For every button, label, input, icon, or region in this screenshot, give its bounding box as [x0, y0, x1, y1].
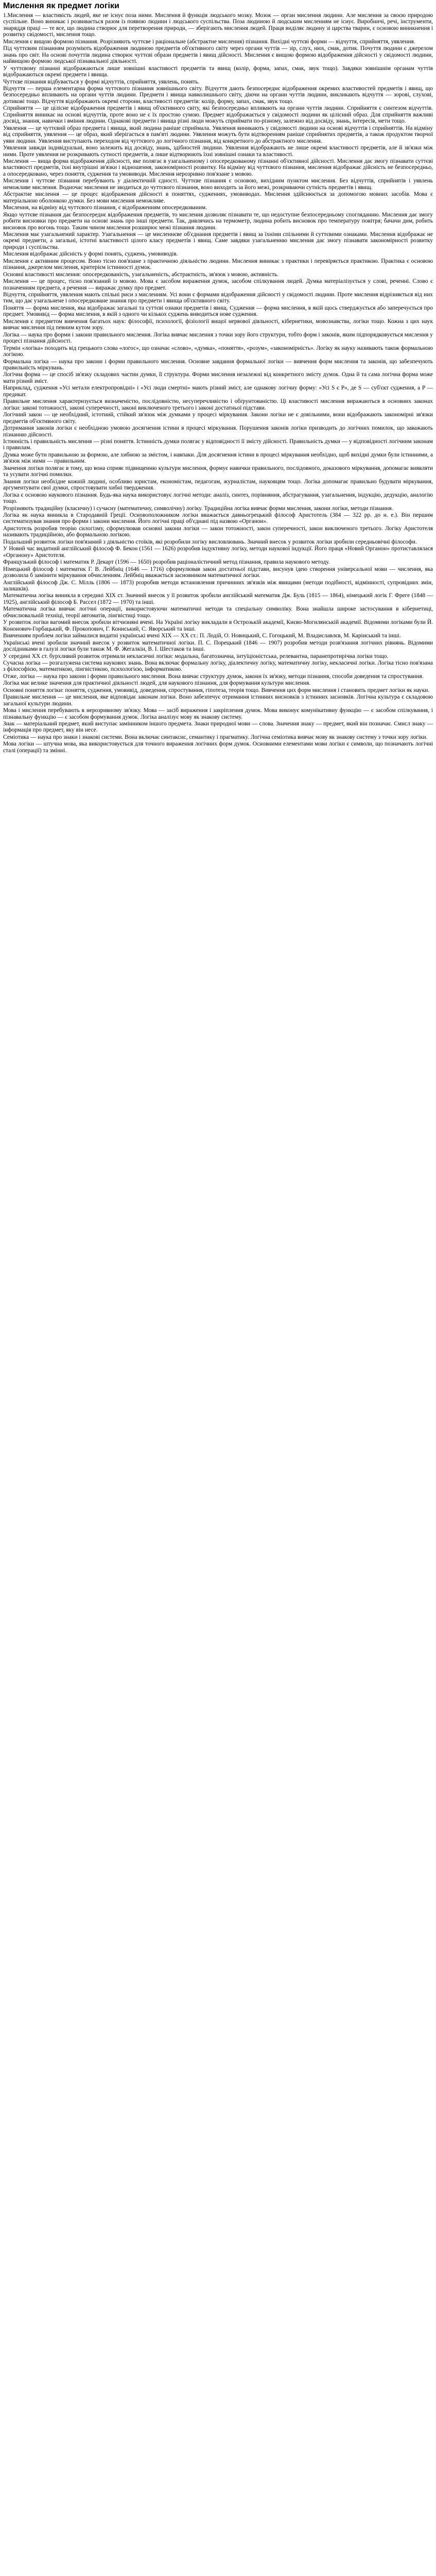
paragraph: У розвиток логіки вагомий внесок зробили вітчизняні вчені. На Україні логіку викладали в Острозькій академії, Києво-Могилянській академії. Відомими логіками були Й. Кононович-Горбацький, Ф. Прокопович, Г. Кониський, С. Яворський та інші. [3, 619, 433, 632]
paragraph: У чуттєвому пізнанні відображаються лише зовнішні властивості предметів та явищ (колір, форма, запах, смак, звук тощо). Завдяки зовнішнім органам чуттів відображаються окремі предмети і явища. [3, 65, 433, 78]
paragraph: Логіка має велике значення для практичної діяльності людей, для наукового пізнання, для формування культури мислення. [3, 680, 311, 687]
page-title: Мислення як предмет логіки [3, 2, 119, 10]
paragraph: Якщо чуттєве пізнання дає безпосереднє відображення предметів, то мислення дозволяє пізнавати те, що недоступне безпосередньому спогляданню. Мислення дає змогу робити висновки про предмети на основі знань про інші предмети. Так, дивлячись на термометр, людина робить висновок про температуру повітря; бачачи дим, робить висновок про вогонь тощо. Таким чином мислення розширює межі пізнання людини. [3, 211, 433, 231]
document-body [3, 12, 433, 754]
paragraph: Розрізняють традиційну (класичну) і сучасну (математичну, символічну) логіку. Традиційна логіка вивчає форми мислення, закони логіки, методи пізнання. [3, 505, 393, 512]
paragraph: Відчуття — перша елементарна форма чуттєвого пізнання зовнішнього світу. Відчуття дають безпосереднє відображення окремих властивостей предметів і явищ, що безпосередньо впливають на органи чуттів людини. Предмети і явища навколишнього світу, діючи на органи чуттів людини, викликають відчуття — зорові, слухові, дотикові тощо. Відчуття відображають окремі сторони, властивості предметів: колір, форму, запах, смак, звук тощо. [3, 85, 433, 105]
paragraph: Логіка як наука виникла в Стародавній Греції. Основоположником логіки вважається давньогрецький філософ Аристотель (384 — 322 рр. до н. е.). Він першим систематизував знання про форми і закони мислення. Його логічні праці об'єднані під назвою «Органон». [3, 512, 433, 525]
paragraph: Мислення є предметом вивчення багатьох наук: філософії, психології, фізіології вищої нервової діяльності, кібернетики, мовознавства, логіки тощо. Кожна з цих наук вивчає мислення під певним кутом зору. [3, 318, 433, 331]
paragraph: Істинність і правильність мислення — різні поняття. Істинність думки полягає у відповідності її змісту дійсності. Правильність думки — у відповідності логічним законам і правилам. [3, 438, 433, 451]
paragraph: Сучасна логіка — розгалужена система наукових знань. Вона включає формальну логіку, діалектичну логіку, математичну логіку, некласичні логіки. Логіка тісно пов'язана з філософією, математикою, лінгвістикою, психологією, інформатикою. [3, 659, 433, 673]
paragraph: Уявлення завжди індивідуальні, воно залежить від досвіду, знань, здібностей людини. Уявлення відображають не лише окремі властивості предметів, але й зв'язки між ними. Проте уявлення не розкривають сутності предметів, а лише відтворюють їхні зовнішні ознаки та властивості. [3, 145, 433, 158]
paragraph: Думка може бути правильною за формою, але хибною за змістом, і навпаки. Для досягнення істини в процесі міркування необхідно, щоб вихідні думки були істинними, а зв'язок між ними — правильним. [3, 451, 433, 465]
paragraph: Вивченням проблем логіки займалися видатні українські вчені XIX — XX ст.: П. Лодій, О. Новицький, С. Гогоцький, М. Владиславлєв, М. Карінський та інші. [3, 633, 401, 639]
paragraph: Формальна логіка — наука про закони і форми правильного мислення. Основне завдання формальної логіки — вивчення форм мислення та законів, що забезпечують правильність міркувань. [3, 358, 433, 371]
paragraph: Основні поняття логіки: поняття, судження, умовивід, доведення, спростування, гіпотеза, теорія тощо. Вивчення цих форм мислення і становить предмет логіки як науки. [3, 687, 430, 693]
paragraph: Математична логіка вивчає логічні операції, використовуючи математичні методи та спеціальну символіку. Вона знайшла широке застосування в кібернетиці, обчислювальній техніці, теорії автоматів, лінгвістиці тощо. [3, 606, 433, 619]
paragraph: Наприклад, судження «Усі метали електропровідні» і «Усі люди смертні» мають різний зміст, але однакову логічну форму: «Усі S є P», де S — суб'єкт судження, а P — предикат. [3, 385, 433, 398]
paragraph: Під чуттєвим пізнанням розуміють відображення людиною предметів об'єктивного світу через органи чуттів — зір, слух, нюх, смак, дотик. Почуття людини є джерелом знань про світ. На основі почуттів людина створює чуттєві образи предметів і явищ дійсності. Мислення є вищою формою відображення дійсності у свідомості людини, найвищою формою людської пізнавальної діяльності. [3, 45, 433, 65]
paragraph: У Новий час видатний англійський філософ Ф. Бекон (1561 — 1626) розробив індуктивну логіку, методи наукової індукції. Його праця «Новий Органон» протиставлялася «Органону» Аристотеля. [3, 546, 433, 558]
paragraph: Семіотика — наука про знаки і знакові системи. Вона включає синтаксис, семантику і прагматику. Логічна семіотика вивчає мову як знакову систему з точки зору логіки. [3, 734, 428, 740]
paragraph: Мислення і чуттєве пізнання перебувають у діалектичній єдності. Чуттєве пізнання є основою, вихідним пунктом мислення. Без відчуттів, сприйнятів і уявлень неможливе мислення. Водночас мислення не зводиться до чуттєвого пізнання, воно виходить за його межі, розкриваючи сутність предметів і явищ. [3, 178, 433, 191]
paragraph: Знак — матеріальний предмет, який виступає замінником іншого предмета. Знаки природної мови — слова. Значення знаку — предмет, який він позначає. Смисл знаку — інформація про предмет, яку він несе. [3, 721, 433, 734]
paragraph: Мислення — вища форма відображення дійсності, яке полягає в узагальненому і опосередкованому пізнанні об'єктивної дійсності. Мислення дає змогу пізнавати суттєві властивості предметів, їхні внутрішні зв'язки і відношення, закономірності розвитку. На відміну від чуттєвого пізнання, мислення відображає дійсність не безпосередньо, а опосередковано, через поняття, судження та умовиводи. Мислення нерозривно пов'язане з мовою. [3, 158, 433, 177]
paragraph: Отже, логіка — наука про закони і форми правильного мислення. Вона вивчає структуру думок, закони їх зв'язку, методи пізнання, способи доведення та спростування. [3, 673, 424, 680]
paragraph: Подальший розвиток логіки пов'язаний з діяльністю стоїків, які розробили логіку висловлювань. Значний внесок у розвиток логіки зробили середньовічні філософи. [3, 538, 417, 545]
paragraph: Мислення відображає дійсність у формі понять, суджень, умовиводів. [3, 251, 178, 258]
paragraph: Мова логіки — штучна мова, яка використовується для точного вираження логічних форм думок. Основними елементами мови логіки є символи, що позначають логічні сталі (операції) та змінні. [3, 741, 433, 754]
paragraph: Термін «логіка» походить від грецького слова «логос», що означає «слово», «думка», «поняття», «розум», «закономірність». Логіку як науку називають також формальною логікою. [3, 345, 433, 358]
paragraph: Українські вчені зробили значний внесок у розвиток математичної логіки. П. С. Порецький (1846 — 1907) розробив методи розв'язання логічних рівнянь. Відомими дослідниками в галузі логіки були також М. Ф. Жегалкін, В. І. Шестаков та інші. [3, 639, 433, 653]
paragraph: Мислення, на відміну від чуттєвого пізнання, є відображенням опосередкованим. [3, 205, 207, 211]
paragraph: Логіка — наука про форми і закони правильного мислення. Логіка вивчає мислення з точки зору його структури, тобто форм і законів, яким підпорядковується мислення у процесі пізнання дійсності. [3, 331, 433, 345]
paragraph: Англійський філософ Дж. С. Мілль (1806 — 1873) розробив методи встановлення причинних зв'язків між явищами (методи подібності, відмінності, супровідних змін, залишків). [3, 579, 433, 592]
paragraph: Логічний закон — це необхідний, істотний, стійкий зв'язок між думками у процесі міркування. Закони логіки не є довільними, вони відображають закономірні зв'язки предметів об'єктивного світу. [3, 412, 433, 425]
document-page [0, 0, 436, 759]
paragraph: Французький філософ і математик Р. Декарт (1596 — 1650) розробив раціоналістичний метод пізнання, правила наукового методу. [3, 559, 330, 566]
paragraph: Поняття — форма мислення, яка відображає загальні та суттєві ознаки предметів і явищ. Судження — форма мислення, в якій щось стверджується або заперечується про предмет. Умовивід — форма мислення, в якій з одного чи кількох суджень виводиться нове судження. [3, 304, 433, 318]
paragraph: Математична логіка виникла в середині XIX ст. Значний внесок у її розвиток зробили англійський математик Дж. Буль (1815 — 1864), німецький логік Г. Фреге (1848 — 1925), англійський філософ Б. Рассел (1872 — 1970) та інші. [3, 592, 433, 605]
paragraph: Знання логіки необхідне кожній людині, особливо юристам, економістам, педагогам, журналістам, науковцям тощо. Логіка допомагає правильно будувати міркування, аргументувати свої думки, спростовувати хибні твердження. [3, 478, 433, 492]
paragraph: Аристотель розробив теорію силогізму, сформулював основні закони логіки — закон тотожності, закон суперечності, закон виключеного третього. Логіку Аристотеля називають традиційною, або формальною логікою. [3, 525, 433, 538]
paragraph: Значення логіки полягає в тому, що вона сприяє підвищенню культури мислення, формує навички правильного, послідовного, доказового міркування, допомагає виявляти та усувати логічні помилки. [3, 465, 433, 478]
paragraph: Абстрактне мислення — це процес відображення дійсності в поняттях, судженнях, умовиводах. Мислення здійснюється за допомогою мовних засобів. Мова є матеріальною оболонкою думки. Без мови мислення неможливе. [3, 191, 433, 204]
paragraph: Мислення є активним процесом. Воно тісно пов'язане з практичною діяльністю людини. Мислення виникає з практики і перевіряється практикою. Практика є основою пізнання, джерелом мислення, критерієм істинності думок. [3, 258, 433, 271]
paragraph: Мислення — це процес, тісно пов'язаний із мовою. Мова є засобом вираження думок, засобом спілкування людей. Думка матеріалізується у слові, реченні. Слово є позначенням предмета, а речення — виражає думку про предмет. [3, 278, 433, 291]
paragraph: Основні властивості мислення: опосередкованість, узагальненість, абстрактність, зв'язок з мовою, активність. [3, 271, 279, 278]
paragraph: Відчуття, сприйняття, уявлення мають спільні риси з мисленням. Усі вони є формами відображення дійсності у свідомості людини. Проте мислення відрізняється від них тим, що дає узагальнене і опосередковане знання про предмети і явища об'єктивного світу. [3, 292, 433, 304]
paragraph: Німецький філософ і математик Г. В. Лейбніц (1646 — 1716) сформулював закон достатньої підстави, висунув ідею створення універсальної мови — числення, яка дозволила б замінити міркування обчисленням. Лейбніц вважається засновником математичної логіки. [3, 566, 433, 579]
paragraph: У середині XX ст. бурхливий розвиток отримали некласичні логіки: модальна, багатозначна, інтуїціоністська, релевантна, паранепротирічна логіки тощо. [3, 653, 389, 659]
paragraph: Мислення має узагальнений характер. Узагальнення — це мисленнєве об'єднання предметів і явищ за їхніми спільними й суттєвими ознаками. Мислення відображає не окремі предмети, а загальні, істотні властивості цілого класу предметів і явищ. Саме завдяки узагальненню мислення дає змогу пізнавати закономірності розвитку природи і суспільства. [3, 231, 433, 250]
paragraph: 1.Мислення — властивість людей, яке не існує поза ними. Мислення й функція людського мозку. Мозок — орган мислення людини. Але мислення за своєю природою суспільне. Воно виникає і розвивається разом із появою людини і людського суспільства. Поза людиною й людським мисленням не існує. Виробничі, речі, інструменти, знаряддя праці — те все, що людина створює для перетворення природи, — зберігають мислення людей. Праця виділяє людину зі царства тварин, є основою виникнення і розвитку свідомості, мислення тощо. [3, 12, 433, 38]
paragraph: Мислення є вищою формою пізнання. Розрізняють чуттєве і раціональне (абстрактне мислення) пізнання. Вихідні чуттєві форми — відчуття, сприйняття, уявлення. [3, 38, 415, 45]
paragraph: Чуттєве пізнання відбувається у формі відчуттів, сприйняття, уявлень, понять. [3, 78, 200, 85]
paragraph: Логічна форма — це спосіб зв'язку складових частин думки, її структура. Форми мислення незалежні від конкретного змісту думок. Одна й та сама логічна форма може мати різний зміст. [3, 371, 433, 384]
paragraph: Мова і мислення перебувають в нерозривному зв'язку. Мова — засіб вираження і закріплення думок. Мова виконує комунікативну функцію — є засобом спілкування, і пізнавальну функцію — є засобом формування думок. Логіка аналізує мову як знакову систему. [3, 707, 433, 720]
paragraph: Дотримання законів логіки є необхідною умовою досягнення істини в процесі міркування. Порушення законів логіки призводить до логічних помилок, що заважають пізнанню дійсності. [3, 425, 433, 438]
paragraph: Уявлення — це чуттєвий образ предмета і явища, який людина раніше сприймала. Уявлення виникають у свідомості людини на основі відчуттів і сприйняттів. На відміну від сприйняття, уявлення — це образ, який зберігається в пам'яті людини. Уявлення можуть бути відтворенням раніше сприйнятих предметів, а також продуктом творчої уяви людини. Уявлення виступають переходом від чуттєвого до логічного пізнання, від конкретного до абстрактного мислення. [3, 125, 433, 144]
paragraph: Правильне мислення — це мислення, яке відповідає законам логіки. Воно забезпечує отримання істинних висновків з істинних засновків. Логічна культура є складовою загальної культури людини. [3, 694, 433, 707]
paragraph: Сприйняття — це цілісне відображення предметів і явищ об'єктивного світу, які безпосередньо впливають на органи чуттів людини. Сприйняття є синтезом відчуттів. Сприйняття виникає на основі відчуттів, проте воно не є їх простою сумою. Предмет відображається у свідомості людини як цілісний образ. Для сприйняття важливі досвід, знання, навички і вміння людини. Однакові предмети і явища різні люди можуть сприймати по-різному, залежно від досвіду, знань, інтересів, мети тощо. [3, 105, 433, 125]
paragraph: Логіка є основою наукового пізнання. Будь-яка наука використовує логічні методи: аналіз, синтез, порівняння, абстрагування, узагальнення, індукцію, дедукцію, аналогію тощо. [3, 492, 433, 505]
paragraph: Правильне мислення характеризується визначеністю, послідовністю, несуперечливістю і обґрунтованістю. Ці властивості мислення виражаються в основних законах логіки: законі тотожності, законі суперечності, законі виключеного третього і законі достатньої підстави. [3, 398, 433, 411]
